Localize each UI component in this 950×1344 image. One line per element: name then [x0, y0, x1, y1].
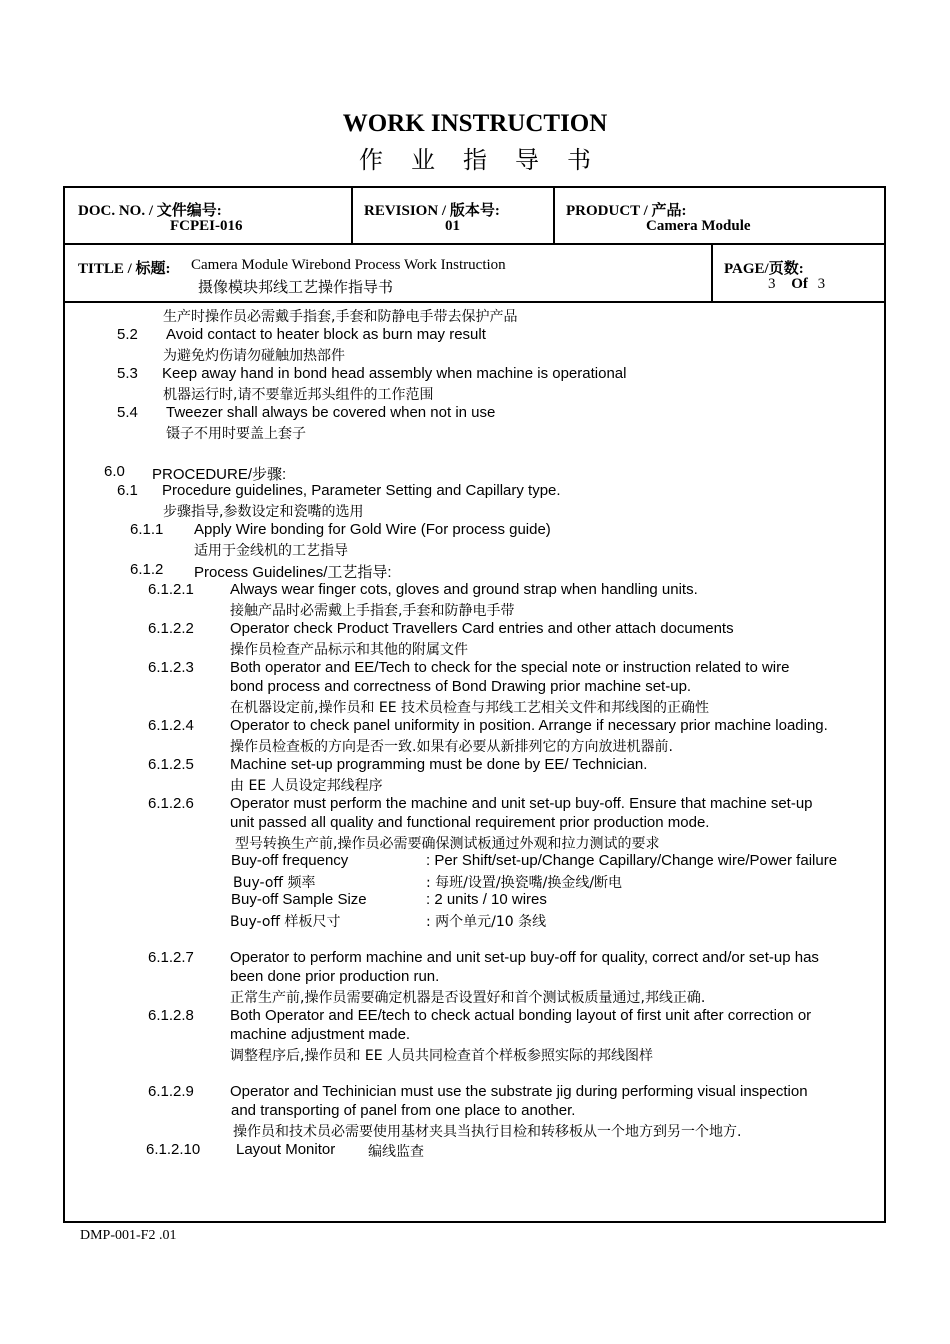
- text-line: and transporting of panel from one place to another.: [231, 1102, 576, 1119]
- text-line: Avoid contact to heater block as burn may result: [166, 326, 486, 343]
- text-line: been done prior production run.: [230, 968, 440, 985]
- title-page-divider: [711, 244, 713, 302]
- section-number: 6.1.2.3: [148, 659, 194, 676]
- section-number: 6.1.2.6: [148, 795, 194, 812]
- product-label: PRODUCT / 产品:: [566, 203, 687, 219]
- text-line: Operator and Techinician must use the substrate jig during performing visual inspection: [230, 1083, 808, 1100]
- section-heading: PROCEDURE/步骤:: [152, 466, 287, 483]
- section-number: 6.1.2.10: [146, 1141, 201, 1158]
- buy-off-label: Buy-off 频率: [233, 875, 316, 891]
- document-title: WORK INSTRUCTION: [342, 110, 608, 137]
- page-number: [768, 276, 825, 293]
- section-number: 6.1.2.9: [148, 1083, 194, 1100]
- section-number: 6.0: [104, 463, 125, 480]
- buy-off-label: Buy-off Sample Size: [231, 891, 367, 908]
- text-line: machine adjustment made.: [230, 1026, 411, 1043]
- document-title-chinese: 作业指导书: [359, 148, 619, 174]
- text-line: 适用于金线机的工艺指导: [194, 543, 348, 559]
- buy-off-label: Buy-off 样板尺寸: [230, 914, 341, 930]
- section-number: 6.1.2.5: [148, 756, 194, 773]
- text-line: Procedure guidelines, Parameter Setting and Capillary type.: [162, 482, 561, 499]
- section-number: 6.1.2: [130, 561, 164, 578]
- product-value: Camera Module: [646, 218, 751, 234]
- title-value-en: Camera Module Wirebond Process Work Instruction: [191, 257, 506, 273]
- section-number: 6.1.2.8: [148, 1007, 194, 1024]
- revision-label: REVISION / 版本号:: [364, 203, 500, 219]
- doc-no-label: DOC. NO. / 文件编号:: [78, 203, 222, 219]
- text-line: 型号转换生产前,操作员必需要确保测试板通过外观和拉力测试的要求: [235, 836, 660, 852]
- section-number: 5.2: [117, 326, 138, 343]
- page-of: Of: [791, 276, 808, 292]
- text-line: Operator to check panel uniformity in position. Arrange if necessary prior machine loading.: [230, 717, 828, 734]
- text-line: 在机器设定前,操作员和 EE 技术员检查与邦线工艺相关文件和邦线图的正确性: [230, 700, 710, 716]
- text-line: 操作员和技术员必需要使用基材夹具当执行目检和转移板从一个地方到另一个地方.: [233, 1124, 742, 1140]
- doc-no-value: FCPEI-016: [170, 218, 243, 234]
- page-current: 3: [768, 276, 776, 292]
- section-number: 5.3: [117, 365, 138, 382]
- page-total: 3: [817, 276, 826, 292]
- text-line: 编线监查: [368, 1144, 424, 1160]
- section-number: 6.1: [117, 482, 138, 499]
- section-number: 6.1.2.2: [148, 620, 194, 637]
- text-line: Always wear finger cots, gloves and ground strap when handling units.: [230, 581, 698, 598]
- section-number: 5.4: [117, 404, 138, 421]
- text-line: bond process and correctness of Bond Drawing prior machine set-up.: [230, 678, 692, 695]
- text-line: 操作员检查产品标示和其他的附属文件: [230, 642, 468, 658]
- doc-revision-divider: [351, 188, 353, 244]
- text-line: Operator must perform the machine and unit set-up buy-off. Ensure that machine set-up: [230, 795, 813, 812]
- text-line: 操作员检查板的方向是否一致.如果有必要从新排列它的方向放进机器前.: [230, 739, 673, 755]
- header-row-divider: [65, 243, 884, 245]
- revision-product-divider: [553, 188, 555, 244]
- page-label: PAGE/页数:: [724, 261, 804, 277]
- text-line: 为避免灼伤请勿碰触加热部件: [163, 348, 345, 364]
- text-line: Operator check Product Travellers Card entries and other attach documents: [230, 620, 734, 637]
- text-line: 由 EE 人员设定邦线程序: [230, 778, 383, 794]
- title-value-zh: 摄像模块邦线工艺操作指导书: [198, 280, 394, 296]
- text-line: Tweezer shall always be covered when not in use: [166, 404, 496, 421]
- text-line: Process Guidelines/工艺指导:: [194, 564, 392, 581]
- text-line: Both operator and EE/Tech to check for the special note or instruction related to wire: [230, 659, 790, 676]
- text-line: 步骤指导,参数设定和瓷嘴的选用: [163, 504, 364, 520]
- revision-value: 01: [445, 218, 460, 234]
- buy-off-label: Buy-off frequency: [231, 852, 349, 869]
- text-line: unit passed all quality and functional requirement prior production mode.: [230, 814, 710, 831]
- title-label: TITLE / 标题:: [78, 261, 171, 277]
- text-line: Layout Monitor: [236, 1141, 336, 1158]
- section-number: 6.1.2.7: [148, 949, 194, 966]
- buy-off-value: : 每班/设置/换瓷嘴/换金线/断电: [426, 875, 623, 891]
- buy-off-value: : 两个单元/10 条线: [426, 914, 547, 930]
- text-line: Operator to perform machine and unit set-up buy-off for quality, correct and/or set-up has: [230, 949, 819, 966]
- text-line: Apply Wire bonding for Gold Wire (For process guide): [194, 521, 551, 538]
- text-line: 机器运行时,请不要靠近邦头组件的工作范围: [163, 387, 434, 403]
- section-number: 6.1.1: [130, 521, 164, 538]
- text-line: 镊子不用时要盖上套子: [166, 426, 306, 442]
- buy-off-value: : 2 units / 10 wires: [426, 891, 547, 908]
- text-line: 生产时操作员必需戴手指套,手套和防静电手带去保护产品: [163, 309, 518, 325]
- text-line: 接触产品时必需戴上手指套,手套和防静电手带: [230, 603, 515, 619]
- section-number: 6.1.2.4: [148, 717, 194, 734]
- text-line: Both Operator and EE/tech to check actual bonding layout of first unit after correction or: [230, 1007, 812, 1024]
- buy-off-value: : Per Shift/set-up/Change Capillary/Change wire/Power failure: [426, 852, 838, 869]
- text-line: 调整程序后,操作员和 EE 人员共同检查首个样板参照实际的邦线图样: [230, 1048, 654, 1064]
- text-line: 正常生产前,操作员需要确定机器是否设置好和首个测试板质量通过,邦线正确.: [230, 990, 706, 1006]
- text-line: Machine set-up programming must be done by EE/ Technician.: [230, 756, 648, 773]
- title-row-divider: [65, 301, 884, 303]
- form-number: DMP-001-F2 .01: [80, 1228, 177, 1243]
- text-line: Keep away hand in bond head assembly when machine is operational: [162, 365, 627, 382]
- section-number: 6.1.2.1: [148, 581, 194, 598]
